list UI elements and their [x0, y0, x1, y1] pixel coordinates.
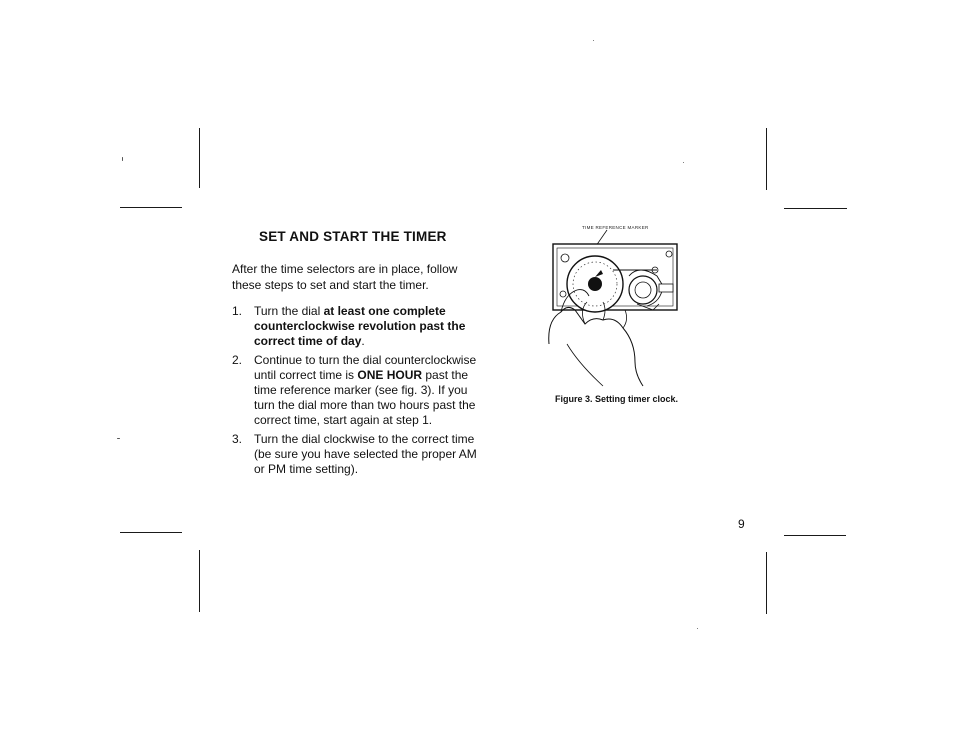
steps-list: [232, 304, 484, 481]
scan-speck: [122, 157, 123, 161]
scan-speck: [683, 162, 684, 163]
crop-mark-right-bottom: [766, 552, 767, 614]
figure-caption: Figure 3. Setting timer clock.: [555, 394, 679, 404]
crop-mark-left-top: [199, 128, 200, 188]
crop-mark-right-bottom-h: [784, 535, 846, 536]
crop-mark-right-top: [766, 128, 767, 190]
crop-mark-right-top-h: [784, 208, 847, 209]
step-number: 2.: [232, 353, 243, 367]
list-item: [232, 304, 484, 349]
scan-speck: [593, 40, 594, 41]
step-text: Turn the dial clockwise to the correct time (be sure you have selected the proper AM or PM time setting).: [254, 432, 477, 476]
crop-mark-left-bottom-h: [120, 532, 182, 533]
crop-mark-left-bottom: [199, 550, 200, 612]
list-item: [232, 432, 484, 477]
intro-paragraph: After the time selectors are in place, follow these steps to set and start the timer.: [232, 262, 458, 292]
scan-speck: [117, 438, 120, 439]
crop-mark-left-top-h: [120, 207, 182, 208]
timer-clock-illustration: [543, 224, 693, 394]
step-text: Continue to turn the dial counterclockwise until correct time is ONE HOUR past the time reference marker (see fig. 3). If you turn the dial more than two hours past the correct time, start again at step 1.: [254, 353, 477, 427]
step-number: 3.: [232, 432, 243, 446]
section-heading: SET AND START THE TIMER: [259, 229, 447, 244]
step-number: 1.: [232, 304, 243, 318]
list-item: [232, 353, 484, 428]
step-text: Turn the dial at least one complete counterclockwise revolution past the correct time of day.: [254, 304, 466, 348]
figure-label: TIME REFERENCE MARKER: [582, 225, 649, 230]
scan-speck: [697, 628, 698, 629]
page-number: 9: [738, 517, 745, 531]
